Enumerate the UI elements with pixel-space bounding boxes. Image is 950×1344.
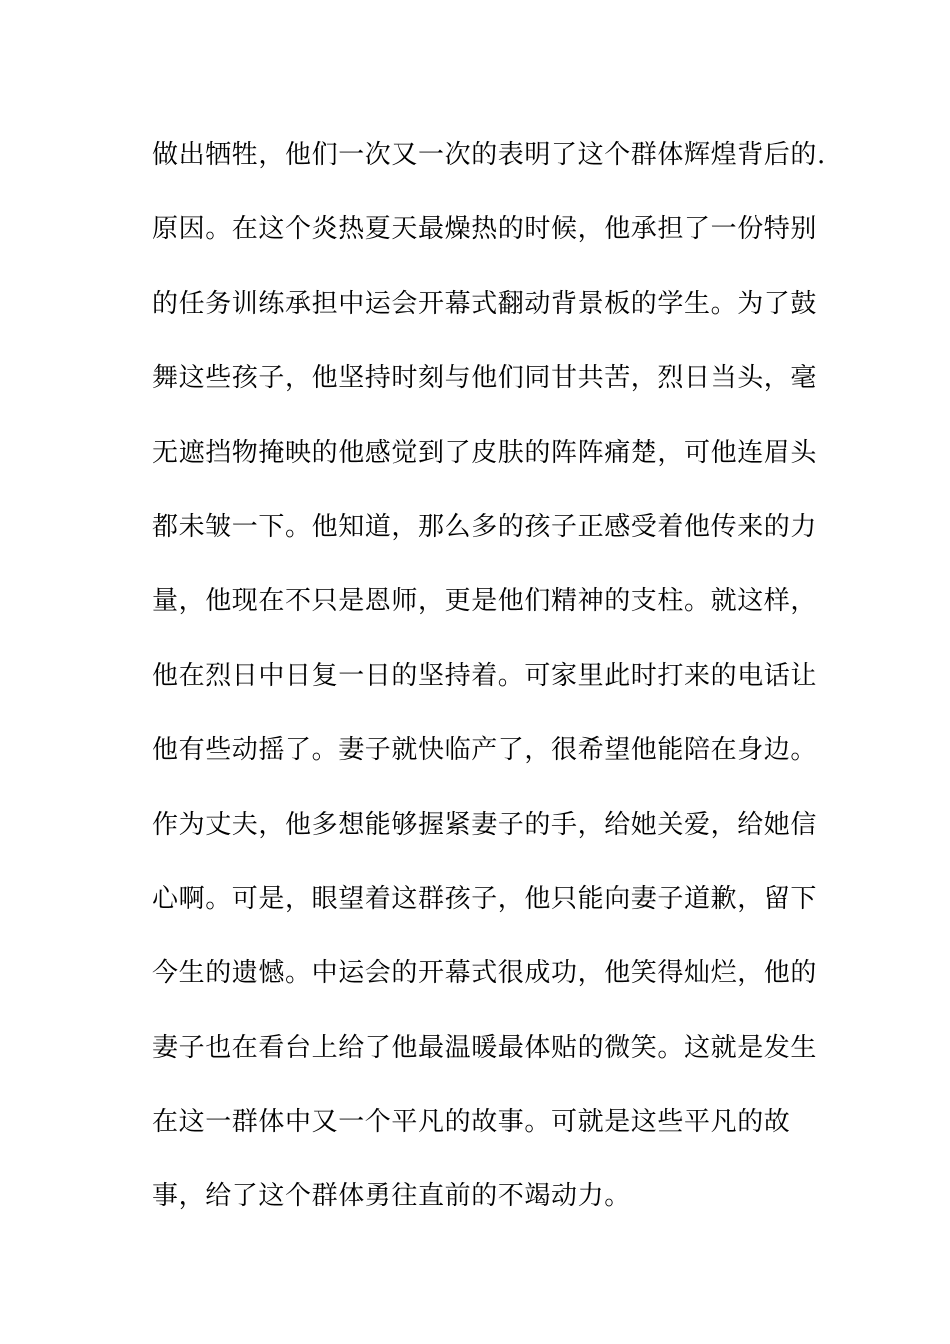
text-line: 他在烈日中日复一日的坚持着。可家里此时打来的电话让 [152,660,818,691]
text-line: 他有些动摇了。妻子就快临产了，很希望他能陪在身边。 [152,735,818,766]
text-line: 心啊。可是，眼望着这群孩子，他只能向妻子道歉，留下 [152,883,818,914]
body-text [152,135,826,1251]
text-line: 做出牺牲，他们一次又一次的表明了这个群体辉煌背后的. [152,140,826,170]
text-line: 无遮挡物掩映的他感觉到了皮肤的阵阵痛楚，可他连眉头 [152,437,818,468]
text-line: 的任务训练承担中运会开幕式翻动背景板的学生。为了鼓 [152,288,818,319]
text-line: 今生的遗憾。中运会的开幕式很成功，他笑得灿烂，他的 [152,958,818,989]
text-line: 妻子也在看台上给了他最温暖最体贴的微笑。这就是发生 [152,1032,818,1063]
text-line: 都未皱一下。他知道，那么多的孩子正感受着他传来的力 [152,511,818,542]
text-line: 作为丈夫，他多想能够握紧妻子的手，给她关爱，给她信 [152,809,818,840]
text-line: 量，他现在不只是恩师，更是他们精神的支柱。就这样， [152,586,818,617]
text-line: 事，给了这个群体勇往直前的不竭动力。 [152,1181,631,1212]
text-line: 原因。在这个炎热夏天最燥热的时候，他承担了一份特别 [152,214,818,245]
text-line: 舞这些孩子，他坚持时刻与他们同甘共苦，烈日当头，毫 [152,363,818,394]
text-line: 在这一群体中又一个平凡的故事。可就是这些平凡的故 [152,1107,791,1138]
